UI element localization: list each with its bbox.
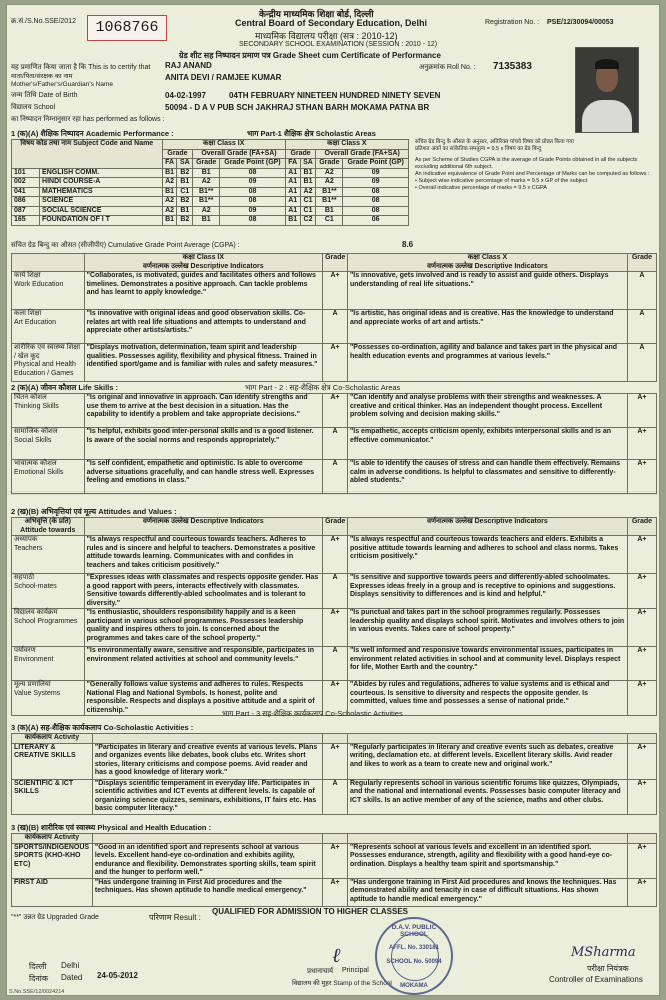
- ix-descriptor: "Displays motivation, determination, team spirit and leadership qualities. Possesses agility, flexibility and physical fitness. Trained in identified sport/game and is familiar with rules and safety measures.": [84, 344, 323, 382]
- grade-cell: B2: [177, 216, 193, 226]
- note-line: As per Scheme of Studies CGPA is the average of Grade Points obtained in all the subjects excluding additional 6th subject.: [415, 157, 638, 170]
- grade-cell: B1**: [316, 187, 343, 197]
- ix-sa-header: SA: [177, 159, 193, 169]
- gp-cell: 08: [343, 206, 409, 216]
- ix-descriptor: "Is original and innovative in approach. Can identify strengths and use them to arrive at the best decision in a situation. Has the capability to identify a problem and take appropriate decisions.": [84, 394, 323, 428]
- grade-cell: B1**: [316, 197, 343, 207]
- grade-cell: B1: [177, 178, 193, 188]
- row-label: Art Education: [14, 318, 57, 326]
- life-skills-table: [11, 393, 657, 494]
- stamp-affiliation: AFFL. No. 330181: [388, 945, 439, 951]
- ix-grade: A: [323, 310, 348, 344]
- grade-cell: C1: [300, 206, 316, 216]
- subject-name: MATHEMATICS: [40, 187, 163, 197]
- table-row: [12, 647, 657, 681]
- table-row: [12, 272, 657, 310]
- x-descriptor: "Abides by rules and regulations, adheres to value systems and is ethical and courteous. Is sensitive to diversity and respects the opposite gender. Is committed, values time and possesses a sense of national pride.": [347, 681, 627, 716]
- subject-row: [12, 187, 409, 197]
- grade-cell: A1: [285, 168, 300, 178]
- x-descriptor: "Regularly participates in literary and creative events such as debates, creative writing, declamation etc. at different levels. Excellent literary skills. Avid reader and likes to work as a team to create new and original work.": [347, 743, 627, 779]
- principal-en: Principal: [342, 967, 369, 974]
- student-name: RAJ ANAND: [165, 61, 212, 70]
- x-grade: A+: [627, 394, 656, 428]
- x-grade-header: Grade: [285, 149, 316, 159]
- x-fa-header: FA: [285, 159, 300, 169]
- gp-cell: 09: [343, 168, 409, 178]
- row-label-hi: सहपाठी: [14, 574, 35, 581]
- x-grade: A+: [627, 574, 656, 609]
- upgraded-note: "**" उन्नत ग्रेड Upgraded Grade: [11, 914, 99, 921]
- row-label-hi: शारीरिक एवं स्वास्थ्य शिक्षा / खेल कूद: [14, 344, 81, 360]
- note-line: • Subject wise indicative percentage of marks = 9.5 x GP of the subject: [415, 178, 588, 184]
- ix-descriptor: "Is always respectful and courteous towards teachers. Adheres to rules and is sincere and helpful to teachers. Demonstrates a positive attitude towards learning. Communicates with and confides in teachers and takes criticism positively.": [84, 536, 323, 574]
- gp-cell: 08: [220, 187, 286, 197]
- grade-notes: [415, 139, 657, 192]
- grade-cell: B1: [300, 178, 316, 188]
- exam-english: SECONDARY SCHOOL EXAMINATION (SESSION : 2010 - 12): [239, 41, 438, 48]
- roll-label: अनुक्रमांक Roll No. :: [419, 64, 476, 71]
- grade-header: Grade: [323, 254, 348, 272]
- subject-code: 002: [12, 178, 40, 188]
- x-grade: A: [627, 272, 656, 310]
- gp-cell: 06: [343, 216, 409, 226]
- table-row: [12, 574, 657, 609]
- activities-table: [11, 733, 657, 815]
- row-label-hi: विद्यालय कार्यक्रम: [14, 609, 58, 616]
- row-label: School Programmes: [14, 617, 78, 625]
- row-label: Physical and Health Education / Games: [14, 361, 76, 377]
- x-descriptor: "Is well informed and responsive towards environmental issues, participates in environment related activities in school and at community level. Displays respect for life, Mother Earth and the country.": [347, 647, 627, 681]
- grade-cell: B1: [193, 168, 220, 178]
- gp-cell: 08: [343, 187, 409, 197]
- principal-hi: प्रधानाचार्य: [307, 968, 334, 975]
- subject-row: [12, 168, 409, 178]
- row-label-hi: कला शिक्षा: [14, 310, 42, 317]
- cgpa-value: 8.6: [402, 240, 414, 249]
- activity-name: SPORTS/INDIGENOUS SPORTS (KHO-KHO ETC): [12, 843, 93, 878]
- subject-row: [12, 216, 409, 226]
- ix-grade: A+: [323, 344, 348, 382]
- x-descriptor: "Can identify and analyse problems with their strengths and weaknesses. A creative and critical thinker. Has an independent thought process. Excellent problem solving and decision making skills.": [347, 394, 627, 428]
- x-descriptor: "Is punctual and takes part in the school programmes regularly. Possesses leadership quality and displays school spirit. Motivates and involves others to join in various events. Takes care of school property.": [347, 609, 627, 647]
- subject-row: [12, 178, 409, 188]
- certificate-title: ग्रेड शीट सह निष्पादन प्रमाण पत्र Grade Sheet cum Certificate of Performance: [179, 51, 441, 60]
- row-label-hi: अध्यापक: [14, 536, 38, 543]
- x-grade: A: [627, 344, 656, 382]
- ix-grade: A: [323, 460, 348, 494]
- ix-grade: A+: [323, 843, 348, 878]
- gp-cell: 09: [343, 178, 409, 188]
- table-row: [12, 344, 657, 382]
- ix-grade: A: [323, 647, 348, 681]
- class-ix-header: कक्षा Class IX: [182, 254, 225, 261]
- attitudes-table: [11, 517, 657, 716]
- place-en: Delhi: [61, 961, 80, 970]
- grade-cell: B1: [285, 216, 300, 226]
- grade-cell: B2: [177, 197, 193, 207]
- board-hindi: केन्द्रीय माध्यमिक शिक्षा बोर्ड, दिल्ली: [259, 9, 374, 19]
- life-skills-label: 2 (क)(A) जीवन कौशल Life Skills :: [11, 383, 118, 392]
- x-descriptor: "Is always respectful and courteous towards teachers and elders. Exhibits a positive attitude towards learning and adheres to school and class norms. Takes criticism positively.": [347, 536, 627, 574]
- row-label: Thinking Skills: [14, 402, 59, 410]
- x-grade: A+: [627, 609, 656, 647]
- ix-descriptor: "Participates in literary and creative events at various levels. Plans and organizes events like debates, book clubs etc. Writes short stories, literary criticisms and compose poems. Avid reader and has a good knowledge of literary work.": [92, 743, 322, 779]
- x-grade: A+: [627, 428, 656, 460]
- table-row: [12, 536, 657, 574]
- x-gp-header: Grade Point (GP): [343, 159, 409, 169]
- student-photo: [575, 47, 639, 133]
- note-line: संचित ग्रेड बिन्दु के औसत के अनुसार, अतिरिक्त पांचवे विषय को प्रोन्नत किया गया: [415, 139, 574, 145]
- table-row: [12, 743, 657, 779]
- x-descriptor: "Is sensitive and supportive towards peers and differently-abled schoolmates. Expresses ideas freely in a group and is receptive to opinions and suggestions. Displays sensitivity to differences and is kind and helpful.": [347, 574, 627, 609]
- ix-grade: A+: [323, 681, 348, 716]
- table-row: [12, 878, 657, 906]
- stamp-ring-text: D.A.V. PUBLIC SCHOOL: [391, 924, 437, 938]
- x-descriptor: "Is artistic, has original ideas and is creative. Has the knowledge to understand and appreciate works of art and artists.": [347, 310, 627, 344]
- x-sa-header: SA: [300, 159, 316, 169]
- subject-name: SOCIAL SCIENCE: [40, 206, 163, 216]
- dob-words: 04TH FEBRUARY NINETEEN HUNDRED NINETY SEVEN: [229, 91, 441, 100]
- cgpa-label: संचित ग्रेड बिन्दु का औसत (सीजीपीए) Cumulative Grade Point Average (CGPA) :: [11, 242, 240, 249]
- subject-code: 165: [12, 216, 40, 226]
- gp-cell: 08: [220, 216, 286, 226]
- principal-signature-mark: ℓ: [332, 943, 341, 967]
- activity-name: SCIENTIFIC & ICT SKILLS: [12, 779, 93, 814]
- x-overall-header: Overall Grade (FA+SA): [316, 149, 409, 159]
- subject-code: 086: [12, 197, 40, 207]
- parents-label: माता/पिता/संरक्षक का नाम Mother's/Father's/Guardian's Name: [11, 73, 113, 88]
- grade-cell: A2: [316, 178, 343, 188]
- x-descriptor: Regularly represents school in various scientific forums like quizzes, Olympiads, and the national and international events. Possesses basic computer literacy and ICT skills. Is an active member of any of the science, maths and other clubs.: [347, 779, 627, 814]
- ix-grade: A+: [323, 394, 348, 428]
- subject-code: 101: [12, 168, 40, 178]
- attitude-header-hi: अभिवृत्ति (के प्रति): [24, 518, 71, 525]
- activity-header: कार्यकलाप Activity: [12, 834, 93, 844]
- row-label: Emotional Skills: [14, 468, 64, 476]
- stamp-city: MOKAMA: [400, 983, 428, 989]
- part3-label: भाग Part - 3 सह-शैक्षिक कार्यकलाप Co-Scholastic Activities: [222, 709, 403, 718]
- board-english: Central Board of Secondary Education, Delhi: [235, 18, 428, 28]
- gp-cell: 09: [220, 206, 286, 216]
- grade-cell: B1: [162, 187, 177, 197]
- scholastic-part-label: भाग Part-1 शैक्षिक क्षेत्र Scholastic Areas: [247, 129, 376, 138]
- x-descriptor: "Is innovative, gets involved and is ready to assist and guide others. Displays understanding of real life situations.": [347, 272, 627, 310]
- exam-hindi: माध्यमिक विद्यालय परीक्षा (सत्र : 2010-12): [255, 31, 398, 41]
- row-label-hi: चिंतन कौशल: [14, 394, 47, 401]
- desc-header: वर्णनात्मक उल्लेख Descriptive Indicators: [427, 262, 548, 270]
- table-row: [12, 310, 657, 344]
- table-row: [12, 843, 657, 878]
- gp-cell: 08: [220, 168, 286, 178]
- grade-cell: A2: [193, 206, 220, 216]
- certify-label: यह प्रमाणित किया जाता है कि This is to certify that: [11, 64, 151, 71]
- ix-descriptor: "Is helpful, exhibits good inter-personal skills and is a good listener. Is aware of the social norms and responds appropriately.": [84, 428, 323, 460]
- activity-name: FIRST AID: [12, 878, 93, 906]
- ix-descriptor: "Is innovative with original ideas and good observation skills. Co-relates art with real life situations and attempts to understand and appreciate other artists/artists.": [84, 310, 323, 344]
- result-label: परिणाम Result :: [149, 913, 201, 922]
- desc-header: वर्णनात्मक उल्लेख Descriptive Indicators: [347, 518, 627, 536]
- gp-cell: 08: [220, 197, 286, 207]
- note-line: प्रतिशत अंकों का सांकेतिक समतुल्य = 9.5 x विषय का ग्रेड बिन्दु: [415, 146, 542, 152]
- ix-overall-header: Overall Grade (FA+SA): [193, 149, 286, 159]
- x-grade: A: [627, 310, 656, 344]
- grade-header: Grade: [627, 254, 656, 272]
- row-label-hi: मूल्य प्रणालियां: [14, 681, 51, 688]
- ix-grade: A+: [323, 536, 348, 574]
- ix-descriptor: "Is environmentally aware, sensitive and responsible, participates in environment related activities at school and community levels.": [84, 647, 323, 681]
- ix-grade: A: [323, 574, 348, 609]
- row-label-hi: पर्यावरण: [14, 647, 36, 654]
- performed-label: का निष्पादन निम्नानुसार रहा has performed as follows :: [11, 116, 165, 123]
- note-line: An indicative equivalence of Grade Point and Percentage of Marks can be computed as follows :: [415, 171, 650, 177]
- note-line: • Overall indicative percentage of marks = 9.5 x CGPA: [415, 185, 547, 191]
- ix-descriptor: "Expresses ideas with classmates and respects opposite gender. Has a good rapport with peers, interacts effectively with classmates. Sensitive towards differently-abled schoolmates and is tolerant to diversity.": [84, 574, 323, 609]
- class-x-header: कक्षा Class X: [467, 254, 508, 261]
- grade-cell: C1: [177, 187, 193, 197]
- date-label-hi: दिनांक: [29, 974, 48, 983]
- ix-gp-header: Grade Point (GP): [220, 159, 286, 169]
- grade-cell: A2: [162, 178, 177, 188]
- sno-label: क्र.सं./S.No.SSE/2012: [11, 18, 76, 25]
- ix-grade: A+: [323, 743, 348, 779]
- academic-table: [11, 139, 409, 226]
- row-label: School-mates: [14, 582, 57, 590]
- grade-cell: A2: [193, 178, 220, 188]
- attitudes-label: 2 (ख)(B) अभिवृत्तियां एवं मूल्य Attitudes and Values :: [11, 507, 177, 516]
- parents-name: ANITA DEVI / RAMJEE KUMAR: [165, 73, 282, 82]
- x-grade: A+: [627, 647, 656, 681]
- x-descriptor: "Has undergone training in First Aid procedures and knows the techniques. Has demonstrated ability and tenacity in case of difficult situations. Has shown aptitude to handle medical emergency.": [347, 878, 627, 906]
- grade-sheet: [6, 4, 660, 996]
- table-row: [12, 394, 657, 428]
- subject-code: 087: [12, 206, 40, 216]
- grade-cell: B1: [177, 206, 193, 216]
- ix-descriptor: "Is self confident, empathetic and optimistic. Is able to overcome adverse situations gracefully, and can handle stress well. Expresses feeling and emotions in class.": [84, 460, 323, 494]
- row-label-hi: कार्य शिक्षा: [14, 272, 41, 279]
- school-label: विद्यालय School: [11, 104, 56, 111]
- activity-name: LITERARY & CREATIVE SKILLS: [12, 743, 93, 779]
- table-row: [12, 428, 657, 460]
- date-label-en: Dated: [61, 973, 83, 982]
- grade-cell: B2: [177, 168, 193, 178]
- grade-cell: B1: [300, 168, 316, 178]
- gp-cell: 09: [220, 178, 286, 188]
- registration-label: Registration No. :: [485, 19, 540, 26]
- ix-grade-sub-header: Grade: [193, 159, 220, 169]
- ix-descriptor: "Generally follows value systems and adheres to rules. Respects National Flag and National Symbols. Is honest, polite and responsible. Respects and displays a positive attitude and a spirit of citizenship.": [84, 681, 323, 716]
- subject-code: 041: [12, 187, 40, 197]
- class-ix-header: कक्षा Class IX: [162, 140, 285, 150]
- roll-number: 7135383: [493, 61, 532, 72]
- subject-name: HINDI COURSE-A: [40, 178, 163, 188]
- grade-cell: A1: [285, 206, 300, 216]
- table-row: [12, 779, 657, 814]
- grade-cell: B1: [316, 206, 343, 216]
- school-name: 50094 - D A V PUB SCH JAKHRAJ STHAN BARH MOKAMA PATNA BR: [165, 103, 430, 112]
- row-label: Teachers: [14, 544, 43, 552]
- controller-hi: परीक्षा नियंत्रक: [587, 964, 629, 973]
- row-label-hi: सामाजिक कौशल: [14, 428, 58, 435]
- ix-grade: A+: [323, 609, 348, 647]
- grade-cell: B1: [193, 216, 220, 226]
- gp-cell: 08: [343, 197, 409, 207]
- stamp-caption: विद्यालय की मुहर Stamp of the School: [292, 980, 392, 987]
- issue-date: 24-05-2012: [97, 971, 138, 980]
- ix-descriptor: "Is enthusiastic, shoulders responsibility happily and is a keen participant in various school programmes. Possesses leadership quality and inspires others to join. Is concerned about the programmes and takes care of the school property.": [84, 609, 323, 647]
- grade-header: Grade: [323, 518, 348, 536]
- ix-grade: A: [323, 779, 348, 814]
- x-descriptor: "Is empathetic, accepts criticism openly, exhibits interpersonal skills and is an effective communicator.": [347, 428, 627, 460]
- x-grade: A+: [627, 878, 656, 906]
- attitude-header: Attitude towards: [20, 526, 76, 534]
- bottom-code: S.No.SSE/12/0024214: [9, 989, 65, 995]
- row-label: Value Systems: [14, 689, 61, 697]
- row-label: Environment: [14, 655, 54, 663]
- grade-cell: C2: [300, 216, 316, 226]
- ix-descriptor: "Good in an identified sport and represents school at various levels. Excellent hand-eye co-ordination and exhibits agility, endurance and flexibility. Demonstrates sporting skills, team spirit and the hunger to perform well.": [92, 843, 322, 878]
- grade-cell: A1: [285, 178, 300, 188]
- x-grade: A+: [627, 536, 656, 574]
- result-value: QUALIFIED FOR ADMISSION TO HIGHER CLASSES: [212, 907, 409, 916]
- table-row: [12, 460, 657, 494]
- x-grade: A+: [627, 460, 656, 494]
- row-label: Social Skills: [14, 436, 52, 444]
- co-scholastic-part-label: भाग Part - 2 : सह-शैक्षिक क्षेत्र Co-Scholastic Areas: [245, 383, 401, 392]
- activities-label: 3 (क)(A) सह-शैक्षिक कार्यकलाप Co-Scholastic Activities :: [11, 723, 194, 732]
- controller-en: Controller of Examinations: [549, 975, 643, 984]
- x-grade: A+: [627, 779, 656, 814]
- desc-header: वर्णनात्मक उल्लेख Descriptive Indicators: [142, 262, 264, 270]
- dob-label: जन्म तिथि Date of Birth: [11, 92, 78, 99]
- physical-health-label: 3 (ख)(B) शारीरिक एवं स्वास्थ्य Physical and Health Education :: [11, 823, 212, 832]
- table-row: [12, 609, 657, 647]
- dob: 04-02-1997: [165, 91, 206, 100]
- subject-name: SCIENCE: [40, 197, 163, 207]
- subject-row: [12, 206, 409, 216]
- ix-grade: A+: [323, 272, 348, 310]
- controller-signature: MSharma: [571, 945, 636, 960]
- subject-row: [12, 197, 409, 207]
- school-stamp: [375, 917, 453, 995]
- grade-cell: A2: [162, 206, 177, 216]
- subject-header: विषय कोड तथा नाम Subject Code and Name: [12, 140, 163, 169]
- x-descriptor: "Possesses co-ordination, agility and balance and takes part in the physical and health education events and programmes at various levels.": [347, 344, 627, 382]
- ix-grade: A: [323, 428, 348, 460]
- physical-health-table: [11, 833, 657, 907]
- subject-name: ENGLISH COMM.: [40, 168, 163, 178]
- x-grade: A+: [627, 843, 656, 878]
- x-grade: A+: [627, 681, 656, 716]
- grade-cell: B1: [162, 216, 177, 226]
- x-descriptor: "Represents school at various levels and excellent in an identified sport. Possesses endurance, strength, agility and flexibility with a good hand-eye co-ordination. Displays a healthy team spirit and sportsmanship.": [347, 843, 627, 878]
- ix-descriptor: "Has undergone training in First Aid procedures and the techniques. Has shown aptitude to handle medical emergency.": [92, 878, 322, 906]
- x-grade-sub-header: Grade: [316, 159, 343, 169]
- grade-cell: A2: [300, 187, 316, 197]
- stamp-school-no: SCHOOL No. 50094: [386, 959, 442, 965]
- grade-cell: C1: [300, 197, 316, 207]
- grade-cell: B1**: [193, 197, 220, 207]
- grade-cell: A1: [285, 197, 300, 207]
- class-x-header: कक्षा Class X: [285, 140, 408, 150]
- ix-grade: A+: [323, 878, 348, 906]
- place-hi: दिल्ली: [29, 962, 47, 971]
- ix-grade-header: Grade: [162, 149, 193, 159]
- row-label-hi: भावात्मक कौशल: [14, 460, 57, 467]
- grade-cell: A2: [316, 168, 343, 178]
- grade-header: Grade: [627, 518, 656, 536]
- desc-header: वर्णनात्मक उल्लेख Descriptive Indicators: [84, 518, 323, 536]
- grade-cell: B1**: [193, 187, 220, 197]
- academic-section-label: 1 (क)(A) शैक्षिक निष्पादन Academic Performance :: [11, 129, 174, 138]
- grade-cell: A1: [285, 187, 300, 197]
- x-descriptor: "Is able to identify the causes of stress and can handle them effectively. Remains calm in adverse conditions. Is helpful to classmates and sensitive to differently-abled students.": [347, 460, 627, 494]
- grade-cell: A2: [162, 197, 177, 207]
- row-label: Work Education: [14, 280, 64, 288]
- ix-descriptor: "Collaborates, is motivated, guides and facilitates others and follows timelines. Demonstrates a positive approach. Can tackle problems and has learnt to apply knowledge.": [84, 272, 323, 310]
- activity-header: कार्यकलाप Activity: [12, 734, 93, 744]
- x-grade: A+: [627, 743, 656, 779]
- subject-name: FOUNDATION OF I T: [40, 216, 163, 226]
- grade-cell: C1: [316, 216, 343, 226]
- serial-number: 1068766: [87, 15, 167, 41]
- ix-descriptor: "Displays scientific temperament in everyday life. Participates in scientific activities and ICT events at different levels. Is capable of organizing science quizzes, seminars, exhibitions, IT fairs etc. Has basic computer literacy.": [92, 779, 322, 814]
- registration-no: PSE/12/30094/00053: [547, 19, 614, 26]
- grade-cell: B1: [162, 168, 177, 178]
- co-scholastic-1b-table: [11, 253, 657, 382]
- ix-fa-header: FA: [162, 159, 177, 169]
